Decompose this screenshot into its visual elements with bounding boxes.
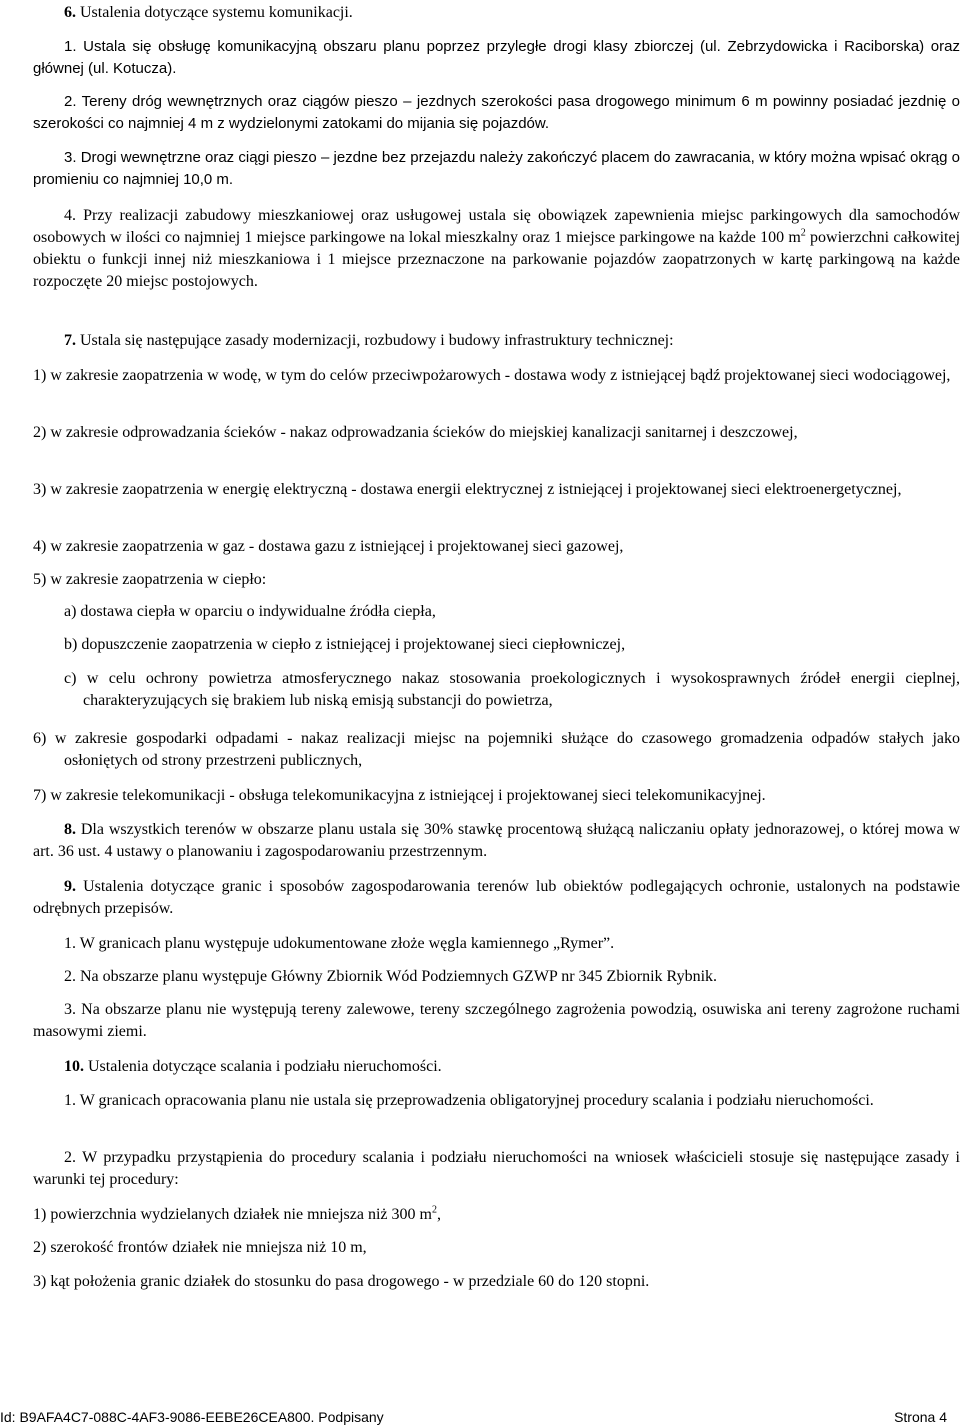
section-6-heading [33,2,960,24]
section-7-item-5: 5) w zakresie zaopatrzenia w ciepło: [33,571,267,588]
section-10-paragraph-1: 1. W granicach opracowania planu nie ustala się przeprowadzenia obligatoryjnej procedury scalania i podziału nieruchomości. [64,1092,874,1109]
superscript: 2 [800,227,806,239]
section-10-heading [33,1056,960,1078]
paragraph-text: Dla wszystkich terenów w obszarze planu ustala się 30% stawkę procentową służącą naliczaniu opłaty jednorazowej, o której mowa w art. 36 ust. 4 ustawy o planowaniu i zagospodarowaniu przestrzennym. [33,821,960,860]
section-7-item-2: 2) w zakresie odprowadzania ścieków - nakaz odprowadzania ścieków do miejskiej kanalizacji sanitarnej i deszczowej, [33,424,798,441]
section-title: Ustalenia dotyczące scalania i podziału nieruchomości. [84,1058,442,1075]
section-7-item-1: 1) w zakresie zaopatrzenia w wodę, w tym do celów przeciwpożarowych - dostawa wody z istniejącej bądź projektowanej sieci wodociągowej, [33,367,951,384]
superscript: 2 [431,1204,437,1216]
item-text: 1) powierzchnia wydzielanych działek nie mniejsza niż 300 m [33,1206,432,1223]
section-9-paragraph-3: 3. Na obszarze planu nie występują tereny zalewowe, tereny szczególnego zagrożenia powodzią, osuwiska ani tereny zagrożone ruchami masowymi ziemi. [33,1001,960,1040]
section-7-item-4: 4) w zakresie zaopatrzenia w gaz - dostawa gazu z istniejącej i projektowanej sieci gazowej, [33,538,624,555]
section-9-paragraph-1: 1. W granicach planu występuje udokumentowane złoże węgla kamiennego „Rymer”. [64,935,615,952]
section-number: 10. [64,1058,84,1075]
section-6-paragraph-3: 3. Drogi wewnętrzne oraz ciągi pieszo – jezdne bez przejazdu należy zakończyć placem do zawracania, w który można wpisać okrąg o promieniu co najmniej 10,0 m. [33,149,960,188]
section-7-heading [33,330,960,352]
section-7-item-6: 6) w zakresie gospodarki odpadami - nakaz realizacji miejsc na pojemniki służące do czasowego gromadzenia odpadów stałych jako osłoniętych od strony przestrzeni publicznych, [33,730,960,769]
section-6-paragraph-1: 1. Ustala się obsługę komunikacyjną obszaru planu poprzez przyległe drogi klasy zbiorczej (ul. Zebrzydowicka i Raciborska) oraz głównej (ul. Kotucza). [33,38,960,77]
section-7-item-7: 7) w zakresie telekomunikacji - obsługa telekomunikacyjna z istniejącej i projektowanej sieci telekomunikacyjnej. [33,787,766,804]
section-title: Ustalenia dotyczące granic i sposobów zagospodarowania terenów lub obiektów podlegających ochronie, ustalonych na podstawie odrębnych przepisów. [33,878,960,917]
section-10-item-3: 3) kąt położenia granic działek do stosunku do pasa drogowego - w przedziale 60 do 120 stopni. [33,1273,650,1290]
section-6-paragraph-2: 2. Tereny dróg wewnętrznych oraz ciągów pieszo – jezdnych szerokości pasa drogowego minimum 6 m powinny posiadać jezdnię o szerokości co najmniej 4 m z wydzielonymi zatokami do mijania się pojazdów. [33,93,960,132]
paragraph-text: 4. Przy realizacji zabudowy mieszkaniowej oraz usługowej ustala się obowiązek zapewnienia miejsc parkingowych dla samochodów osobowych w ilości co najmniej 1 miejsce parkingowe na lokal mieszkalny oraz 1 miejsce parkingowe na każde 100 m [33,207,960,246]
section-10-item-2: 2) szerokość frontów działek nie mniejsza niż 10 m, [33,1239,367,1256]
section-7-item-5b: b) dopuszczenie zaopatrzenia w ciepło z istniejącej i projektowanej sieci ciepłowniczej, [64,636,626,653]
section-10-paragraph-2: 2. W przypadku przystąpienia do procedury scalania i podziału nieruchomości na wniosek właścicieli stosuje się następujące zasady i warunki tej procedury: [33,1149,960,1188]
page-number: Strona 4 [894,1409,947,1425]
paragraph-text: powierzchni całkowitej obiektu o funkcji innej niż mieszkaniowa i 1 miejsce przeznaczone na parkowanie pojazdów zaopatrzonych w kartę parkingową na każde rozpoczęte 20 miejsc postojowych. [33,229,960,290]
section-title: Ustala się następujące zasady modernizacji, rozbudowy i budowy infrastruktury technicznej: [76,332,674,349]
section-title: Ustalenia dotyczące systemu komunikacji. [80,4,353,21]
section-10-item-1 [33,1204,960,1226]
section-number: 9. [64,878,76,895]
section-9-paragraph-2: 2. Na obszarze planu występuje Główny Zbiornik Wód Podziemnych GZWP nr 345 Zbiornik Rybnik. [64,968,718,985]
section-number: 6. [64,4,76,21]
section-7-item-5a: a) dostawa ciepła w oparciu o indywidualne źródła ciepła, [64,603,436,620]
document-id: Id: B9AFA4C7-088C-4AF3-9086-EEBE26CEA800. Podpisany [0,1409,384,1425]
section-7-item-5c: c) w celu ochrony powietrza atmosferycznego nakaz stosowania proekologicznych i wysokosprawnych źródeł energii cieplnej, charakteryzujących się brakiem lub niską emisją substancji do powietrza, [64,670,960,709]
section-number: 8. [64,821,76,838]
section-number: 7. [64,332,76,349]
section-6-paragraph-4 [33,205,960,293]
section-8-paragraph [33,819,960,863]
section-9-heading [33,876,960,920]
item-text: , [436,1206,441,1223]
section-7-item-3: 3) w zakresie zaopatrzenia w energię elektryczną - dostawa energii elektrycznej z istniejącej i projektowanej sieci elektroenergetycznej, [33,481,902,498]
